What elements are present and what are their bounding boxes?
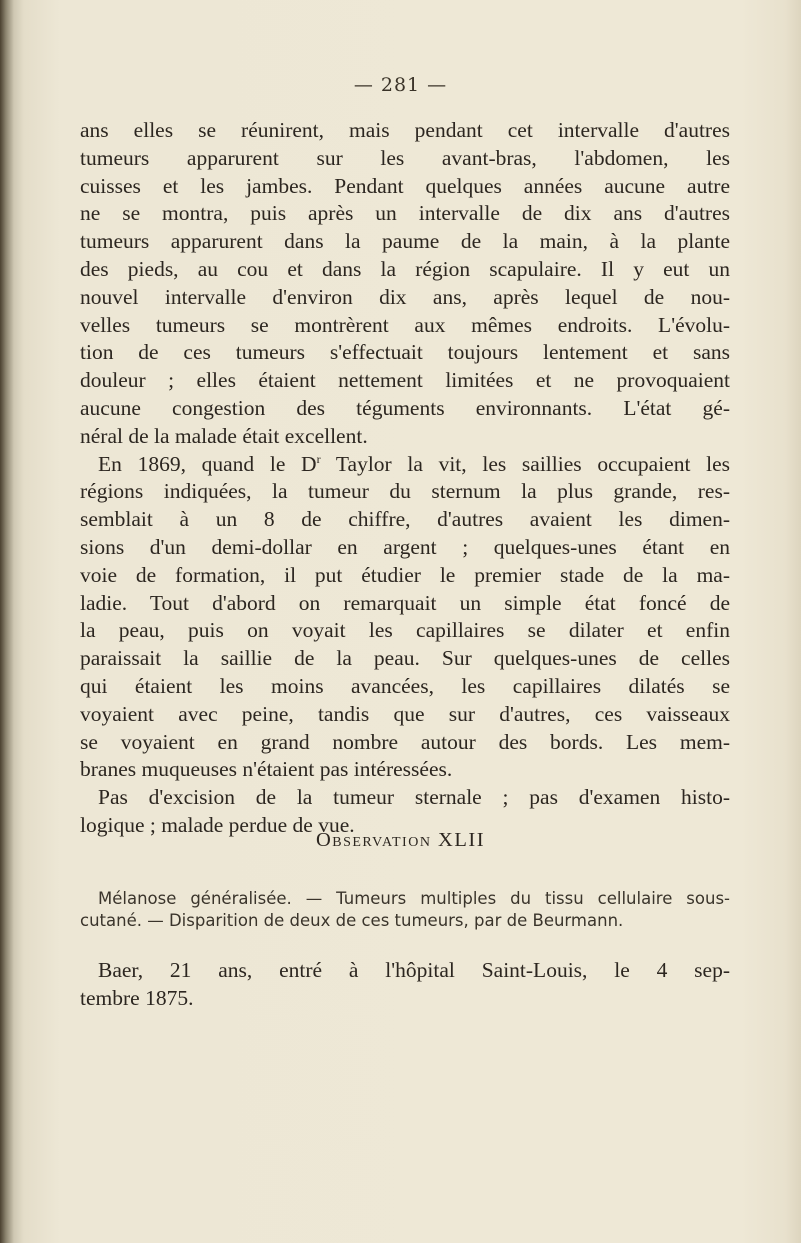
- text-line: cuisses et les jambes. Pendant quelques années aucune autre: [80, 173, 730, 198]
- case-text: [80, 957, 730, 1013]
- doctor-superscript: r: [316, 451, 321, 466]
- text-line: qui étaient les moins avancées, les capillaires dilatés se: [80, 673, 730, 698]
- text-line: des pieds, au cou et dans la région scapulaire. Il y eut un: [80, 256, 730, 281]
- text-line: tembre 1875.: [80, 985, 194, 1010]
- main-body-text: [80, 117, 730, 840]
- text-line: se voyaient en grand nombre autour des bords. Les mem-: [80, 729, 730, 754]
- text-line: ladie. Tout d'abord on remarquait un simple état foncé de: [80, 590, 730, 615]
- para2-start: En 1869, quand le D: [98, 451, 317, 476]
- text-line: aucune congestion des téguments environnants. L'état gé-: [80, 395, 730, 420]
- text-line: ne se montra, puis après un intervalle de dix ans d'autres: [80, 201, 730, 226]
- text-line: voyaient avec peine, tandis que sur d'autres, ces vaisseaux: [80, 701, 730, 726]
- abstract-line: Mélanose généralisée. — Tumeurs multiples du tissu cellulaire sous-: [98, 889, 730, 908]
- abstract-line: cutané. — Disparition de deux de ces tumeurs, par de Beurmann.: [80, 911, 624, 930]
- observation-heading: Observation XLII: [315, 829, 486, 851]
- text-line: nouvel intervalle d'environ dix ans, après lequel de nou-: [80, 284, 730, 309]
- text-line: régions indiquées, la tumeur du sternum la plus grande, res-: [80, 479, 730, 504]
- text-line: velles tumeurs se montrèrent aux mêmes endroits. L'évolu-: [80, 312, 730, 337]
- text-line: néral de la malade était excellent.: [80, 423, 368, 448]
- text-line: Pas d'excision de la tumeur sternale ; pas d'examen histo-: [98, 785, 730, 810]
- text-line: tion de ces tumeurs s'effectuait toujours lentement et sans: [80, 340, 730, 365]
- text-line: tumeurs apparurent sur les avant-bras, l'abdomen, les: [80, 145, 730, 170]
- text-line: semblait à un 8 de chiffre, d'autres avaient les dimen-: [80, 507, 730, 532]
- text-line: branes muqueuses n'étaient pas intéressées.: [80, 757, 453, 782]
- observation-abstract: [80, 888, 730, 932]
- text-line: ans elles se réunirent, mais pendant cet intervalle d'autres: [80, 118, 730, 142]
- page-number: — 281 —: [353, 74, 448, 96]
- text-line: Baer, 21 ans, entré à l'hôpital Saint-Louis, le 4 sep-: [98, 958, 730, 982]
- text-line: voie de formation, il put étudier le premier stade de la ma-: [80, 562, 730, 587]
- text-line: douleur ; elles étaient nettement limitées et ne provoquaient: [80, 368, 730, 393]
- paragraph-2-first-line: [80, 451, 730, 479]
- text-line: sions d'un demi-dollar en argent ; quelques-unes étant en: [80, 534, 730, 559]
- text-line: paraissait la saillie de la peau. Sur quelques-unes de celles: [80, 646, 730, 671]
- para2-rest: Taylor la vit, les saillies occupaient les: [320, 451, 731, 476]
- text-line: tumeurs apparurent dans la paume de la main, à la plante: [80, 229, 730, 254]
- text-line: la peau, puis on voyait les capillaires se dilater et enfin: [80, 618, 730, 643]
- text-line: logique ; malade perdue de vue.: [80, 812, 355, 837]
